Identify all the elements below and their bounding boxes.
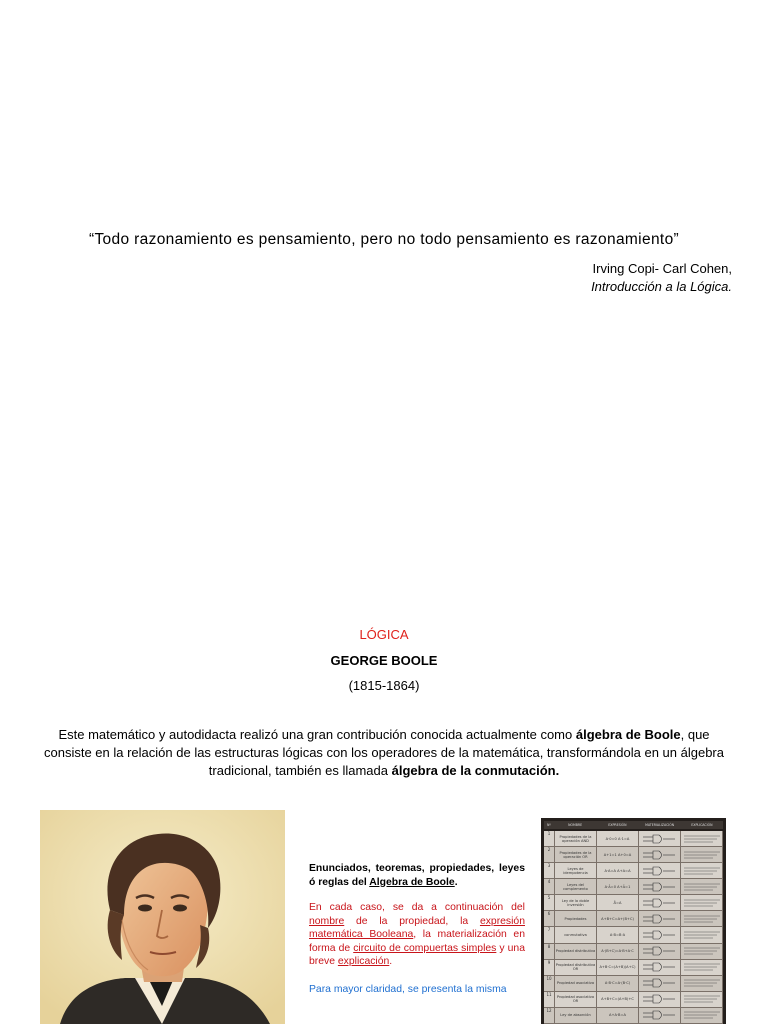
table-row-name: Propiedad asociativa OR — [555, 992, 597, 1007]
table-row — [544, 960, 723, 976]
table-row — [544, 895, 723, 911]
quote-attribution — [591, 260, 732, 296]
epigraph-quote: “Todo razonamiento es pensamiento, pero no todo pensamiento es razonamiento” — [88, 231, 680, 248]
table-header-cell: EXPLICACIÓN — [691, 823, 713, 827]
logic-gate-icon — [639, 944, 681, 959]
quote-author: Irving Copi- Carl Cohen, — [592, 261, 732, 276]
logic-gate-icon — [639, 831, 681, 846]
boole-properties-description — [309, 862, 525, 996]
table-header-cell: MATERIALIZACIÓN — [645, 823, 675, 827]
table-header-row — [544, 821, 723, 829]
table-row-expression: A·(B+C)=A·B+A·C — [597, 944, 639, 959]
table-row-explanation — [681, 911, 723, 926]
george-boole-portrait — [40, 810, 285, 1024]
table-row-explanation — [681, 992, 723, 1007]
intro-text-1: Este matemático y autodidacta realizó una gran contribución conocida actualmente como — [58, 727, 576, 742]
table-row-expression: A·B=B·A — [597, 927, 639, 942]
portrait-drawing — [40, 810, 285, 1024]
intro-bold-1: álgebra de Boole — [575, 727, 681, 742]
table-row-number: 5 — [544, 895, 555, 910]
logic-gate-icon — [639, 863, 681, 878]
logic-gate-icon — [639, 847, 681, 862]
boolean-properties-table-image — [541, 818, 726, 1024]
table-row-expression: A+1=1 A+0=A — [597, 847, 639, 862]
expl-text-a: En cada caso, se da a continuación del — [309, 902, 525, 913]
quote-book-title: Introducción a la Lógica. — [591, 279, 732, 294]
properties-intro-text: Enunciados, teoremas, propiedades, leyes ó reglas del — [309, 863, 525, 888]
table-row-number: 12 — [544, 1008, 555, 1023]
table-row-number: 11 — [544, 992, 555, 1007]
table-row — [544, 863, 723, 879]
expl-underline-nombre: nombre — [309, 915, 345, 927]
table-row-expression: A·A=A A+A=A — [597, 863, 639, 878]
logic-gate-icon — [639, 895, 681, 910]
table-row-number: 3 — [544, 863, 555, 878]
table-row-explanation — [681, 847, 723, 862]
table-row — [544, 944, 723, 960]
table-row-number: 9 — [544, 960, 555, 975]
table-row-explanation — [681, 863, 723, 878]
table-row — [544, 1008, 723, 1024]
expl-text-e: . — [389, 956, 393, 967]
table-row-name: Propiedad distributiva — [555, 944, 597, 959]
table-row-explanation — [681, 1008, 723, 1023]
table-row-number: 2 — [544, 847, 555, 862]
table-row-expression: A·0=0 A·1=A — [597, 831, 639, 846]
properties-clarity-note: Para mayor claridad, se presenta la misma — [309, 983, 507, 995]
logic-gate-icon — [639, 976, 681, 991]
table-row-expression: A·B·C=A·(B·C) — [597, 976, 639, 991]
expl-text-c: , la materialización en forma de — [309, 929, 525, 954]
logic-gate-icon — [639, 927, 681, 942]
table-row-name: Propiedad distributiva OR — [555, 960, 597, 975]
table-row-explanation — [681, 976, 723, 991]
table-row-number: 10 — [544, 976, 555, 991]
expl-text-b: de la propiedad, la — [344, 915, 480, 927]
table-row-explanation — [681, 960, 723, 975]
table-row — [544, 976, 723, 992]
table-row-number: 1 — [544, 831, 555, 846]
properties-intro-end: . — [454, 876, 458, 888]
table-row — [544, 831, 723, 847]
table-row-expression: A+A·B=A — [597, 1008, 639, 1023]
table-row-number: 7 — [544, 927, 555, 942]
logic-gate-icon — [639, 960, 681, 975]
table-row-expression: A·Ā=0 A+Ā=1 — [597, 879, 639, 894]
table-row-name: Leyes de idempotencia — [555, 863, 597, 878]
table-row-explanation — [681, 944, 723, 959]
logic-gate-icon — [639, 992, 681, 1007]
section-years: (1815-1864) — [348, 678, 420, 693]
table-row-explanation — [681, 879, 723, 894]
properties-intro — [309, 862, 525, 889]
table-row-explanation — [681, 927, 723, 942]
table-row-expression: Ā̄=A — [597, 895, 639, 910]
section-name: GEORGE BOOLE — [330, 653, 438, 668]
table-rows — [544, 831, 723, 1024]
intro-paragraph — [38, 726, 730, 780]
table-row-number: 4 — [544, 879, 555, 894]
intro-bold-2: álgebra de la conmutación. — [391, 763, 560, 778]
properties-explanation — [309, 901, 525, 969]
intro-text-2: , que consiste en la relación de las estructuras lógicas con los operadores de la matemática, transformándola en un álgebra tradicional, también es llamada — [44, 727, 724, 778]
section-label: LÓGICA — [359, 627, 409, 642]
table-row-explanation — [681, 895, 723, 910]
table-row-explanation — [681, 831, 723, 846]
logic-gate-icon — [639, 1008, 681, 1023]
table-row-expression: A+B·C=(A+B)(A+C) — [597, 960, 639, 975]
table-row-name: Ley de absorción — [555, 1008, 597, 1023]
expl-text-d: y una breve — [309, 942, 525, 967]
table-row — [544, 911, 723, 927]
table-row — [544, 879, 723, 895]
table-row-number: 6 — [544, 911, 555, 926]
table-row-name: Propiedades — [555, 911, 597, 926]
table-row-name: Leyes del complemento — [555, 879, 597, 894]
table-row — [544, 992, 723, 1008]
logic-gate-icon — [639, 879, 681, 894]
table-row-number: 8 — [544, 944, 555, 959]
table-row-name: Propiedades de la operación AND — [555, 831, 597, 846]
table-header-cell: EXPRESIÓN — [608, 823, 627, 827]
expl-underline-explicacion: explicación — [337, 956, 390, 967]
table-header-cell: NOMBRE — [568, 823, 583, 827]
expl-underline-expresion: expresión matemática Booleana — [309, 915, 525, 940]
table-row-name: Propiedad asociativa — [555, 976, 597, 991]
table-row-expression: A+B+C=(A+B)+C — [597, 992, 639, 1007]
expl-underline-circuito: circuito de compuertas simples — [353, 942, 497, 954]
table-row — [544, 847, 723, 863]
table-row — [544, 927, 723, 943]
table-row-name: conmutativa — [555, 927, 597, 942]
logic-gate-icon — [639, 911, 681, 926]
table-row-name: Ley de la doble inversión — [555, 895, 597, 910]
algebra-de-boole-link[interactable]: Algebra de Boole — [369, 876, 455, 888]
table-row-expression: A+B+C=A+(B+C) — [597, 911, 639, 926]
table-header-cell: Nº — [547, 823, 551, 827]
table-row-name: Propiedades de la operación OR — [555, 847, 597, 862]
